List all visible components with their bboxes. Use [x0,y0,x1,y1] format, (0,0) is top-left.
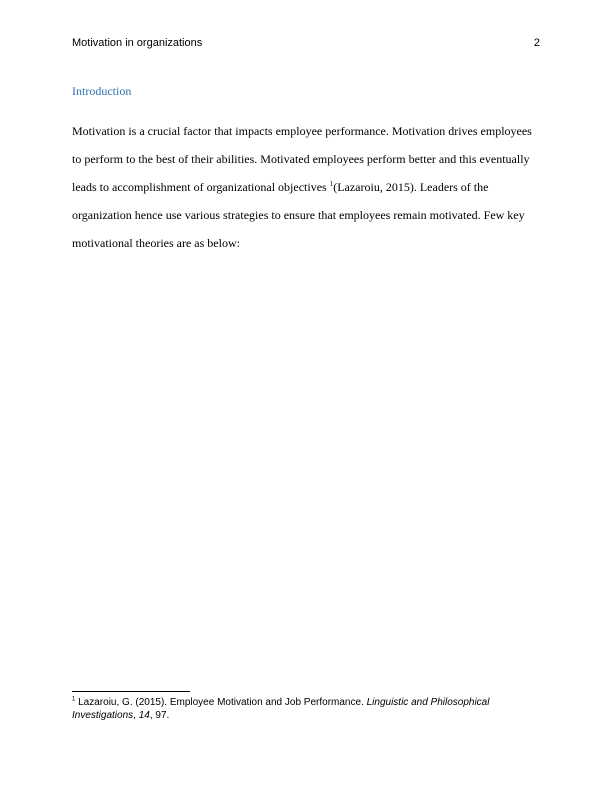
footnote-text: Lazaroiu, G. (2015). Employee Motivation and Job Performance. [75,697,367,708]
paragraph-line: motivational theories are as below: [72,236,240,250]
body-paragraph [72,117,540,257]
journal-pages: , 97. [149,710,170,721]
paragraph-line: to perform to the best of their abilities. Motivated employees perform better and this eventually [72,152,530,166]
footnote-marker: 1 [72,696,76,703]
paragraph-line: organization hence use various strategies to ensure that employees remain motivated. Few key [72,208,525,222]
footnote-separator [72,691,190,692]
page-header [72,35,540,51]
journal-volume: 14 [138,710,150,721]
footnote-line [72,696,540,709]
paragraph-text: leads to accomplishment of organizational objectives [72,180,330,194]
footnote [72,696,540,722]
journal-title: Linguistic and Philosophical [366,697,490,708]
paragraph-line: Motivation is a crucial factor that impacts employee performance. Motivation drives employees [72,124,532,138]
journal-title-cont: Investigations [72,710,134,721]
footnote-separator-text: , [133,710,139,721]
page-number: 2 [533,37,540,49]
running-title: Motivation in organizations [72,37,203,49]
footnote-reference[interactable]: 1 [329,180,334,188]
citation-text: (Lazaroiu, 2015). Leaders of the [333,180,489,194]
footnote-line [72,709,540,722]
section-heading: Introduction [72,84,132,98]
paragraph-line [72,173,540,201]
